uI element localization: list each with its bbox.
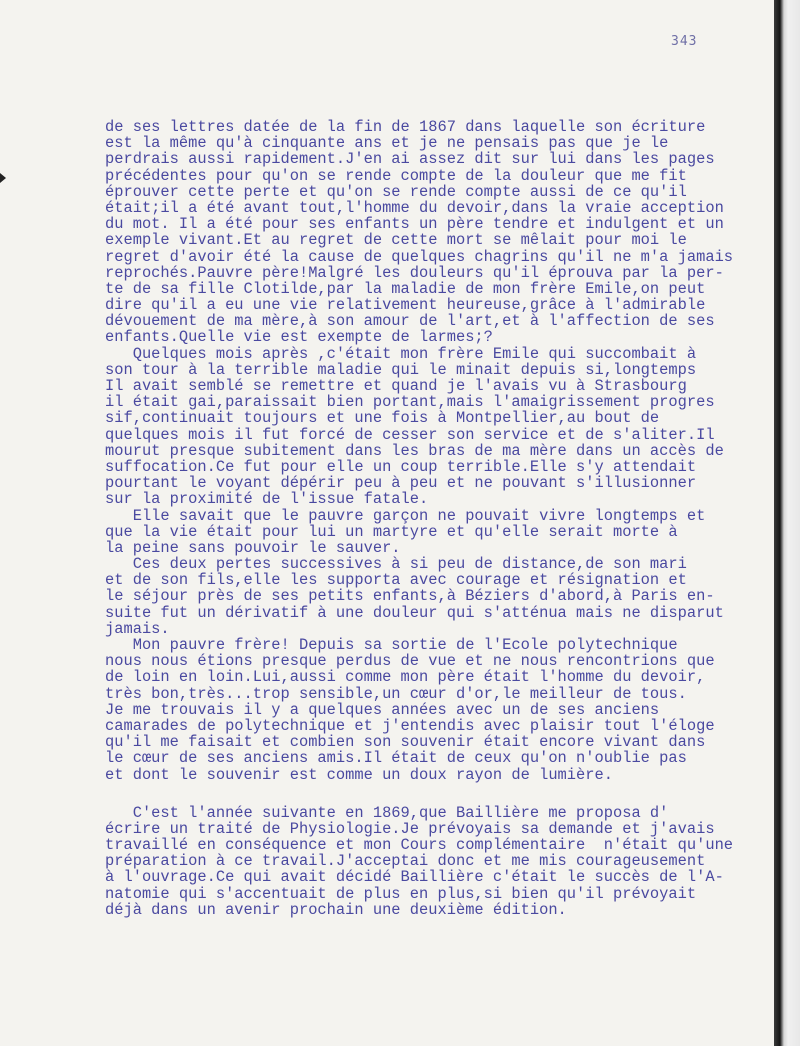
text-line: très bon,très...trop sensible,un cœur d'or,le meilleur de tous. [105,684,687,703]
text-line: était;il a été avant tout,l'homme du devoir,dans la vraie acception [105,198,724,217]
text-line: son tour à la terrible maladie qui le minait depuis si,longtemps [105,360,697,379]
margin-tab-marker [0,173,6,183]
text-line: Elle savait que le pauvre garçon ne pouvait vivre longtemps et [105,506,706,525]
text-line: natomie qui s'accentuait de plus en plus,si bien qu'il prévoyait [105,884,697,903]
text-line: nous nous étions presque perdus de vue et ne nous rencontrions que [105,652,715,671]
text-line: Il avait semblé se remettre et quand je l'avais vu à Strasbourg [105,377,687,395]
text-line: la peine sans pouvoir le sauver. [105,538,401,557]
text-line: de ses lettres datée de la fin de 1867 dans laquelle son écriture [105,119,706,136]
text-line: que la vie était pour lui un martyre et qu'elle serait morte à [105,522,678,541]
text-line: le cœur de ses anciens amis.Il était de ceux qu'on n'oublie pas [105,749,687,768]
text-line: précédentes pour qu'on se rende compte de la douleur que me fit [105,166,687,185]
text-line: suffocation.Ce fut pour elle un coup terrible.Elle s'y attendait [105,457,697,476]
text-line: éprouver cette perte et qu'on se rende compte aussi de ce qu'il [105,182,687,201]
text-line: est la même qu'à cinquante ans et je ne pensais pas que je le [105,134,669,153]
text-line: et de son fils,elle les supporta avec courage et résignation et [105,571,687,590]
text-line: de loin en loin.Lui,aussi comme mon père était l'homme du devoir, [105,668,706,687]
text-line: jamais. [105,619,170,638]
text-line: reprochés.Pauvre père!Malgré les douleurs qu'il éprouva par la per- [105,263,724,282]
text-line: Quelques mois après ,c'était mon frère Emile qui succombait à [105,344,697,363]
text-line: sif,continuait toujours et une fois à Montpellier,au bout de [105,409,660,428]
text-line: dévouement de ma mère,à son amour de l'art,et à l'affection de ses [105,312,715,331]
text-line [105,783,773,805]
text-line: il était gai,paraissait bien portant,mais l'amaigrissement progres [105,393,715,412]
page-edge-shadow [774,0,800,1046]
text-line: suite fut un dérivatif à une douleur qui s'atténua mais ne disparut [105,603,724,622]
text-line: à l'ouvrage.Ce qui avait décidé Baillière c'était le succès de l'A- [105,868,724,887]
text-line: quelques mois il fut forcé de cesser son service et de s'aliter.Il [105,425,715,444]
text-line: pourtant le voyant dépérir peu à peu et ne pouvant s'illusionner [105,474,697,493]
text-line: déjà dans un avenir prochain une deuxième édition. [105,900,567,918]
text-line: du mot. Il a été pour ses enfants un père tendre et indulgent et un [105,215,724,234]
text-line: qu'il me faisait et combien son souvenir était encore vivant dans [105,733,706,752]
text-line: exemple vivant.Et au regret de cette mort se mêlait pour moi le [105,231,687,250]
text-line: Mon pauvre frère! Depuis sa sortie de l'Ecole polytechnique [105,636,678,654]
text-line: regret d'avoir été la cause de quelques chagrins qu'il ne m'a jamais [105,247,734,266]
text-line: mourut presque subitement dans les bras de ma mère dans un accès de [105,441,724,460]
text-line: préparation à ce travail.J'acceptai donc et me mis courageusement [105,852,706,871]
typewritten-text [105,119,773,918]
page-number: 343 [671,34,698,49]
text-line: dire qu'il a eu une vie relativement heureuse,grâce à l'admirable [105,296,706,315]
text-line: enfants.Quelle vie est exempte de larmes;? [105,328,493,347]
text-line: et dont le souvenir est comme un doux rayon de lumière. [105,765,613,784]
text-line: Je me trouvais il y a quelques années avec un de ses anciens [105,700,660,719]
text-line: perdrais aussi rapidement.J'en ai assez dit sur lui dans les pages [105,150,715,169]
text-line: camarades de polytechnique et j'entendis avec plaisir tout l'éloge [105,716,715,735]
text-line: écrire un traité de Physiologie.Je prévoyais sa demande et j'avais [105,819,715,838]
text-line: Ces deux pertes successives à si peu de distance,de son mari [105,555,687,574]
text-line: C'est l'année suivante en 1869,que Baillière me proposa d' [105,803,669,822]
text-line: travaillé en conséquence et mon Cours complémentaire n'était qu'une [105,836,734,855]
text-line: te de sa fille Clotilde,par la maladie de mon frère Emile,on peut [105,279,706,298]
text-line: sur la proximité de l'issue fatale. [105,490,429,509]
text-line: le séjour près de ses petits enfants,à Béziers d'abord,à Paris en- [105,587,715,606]
